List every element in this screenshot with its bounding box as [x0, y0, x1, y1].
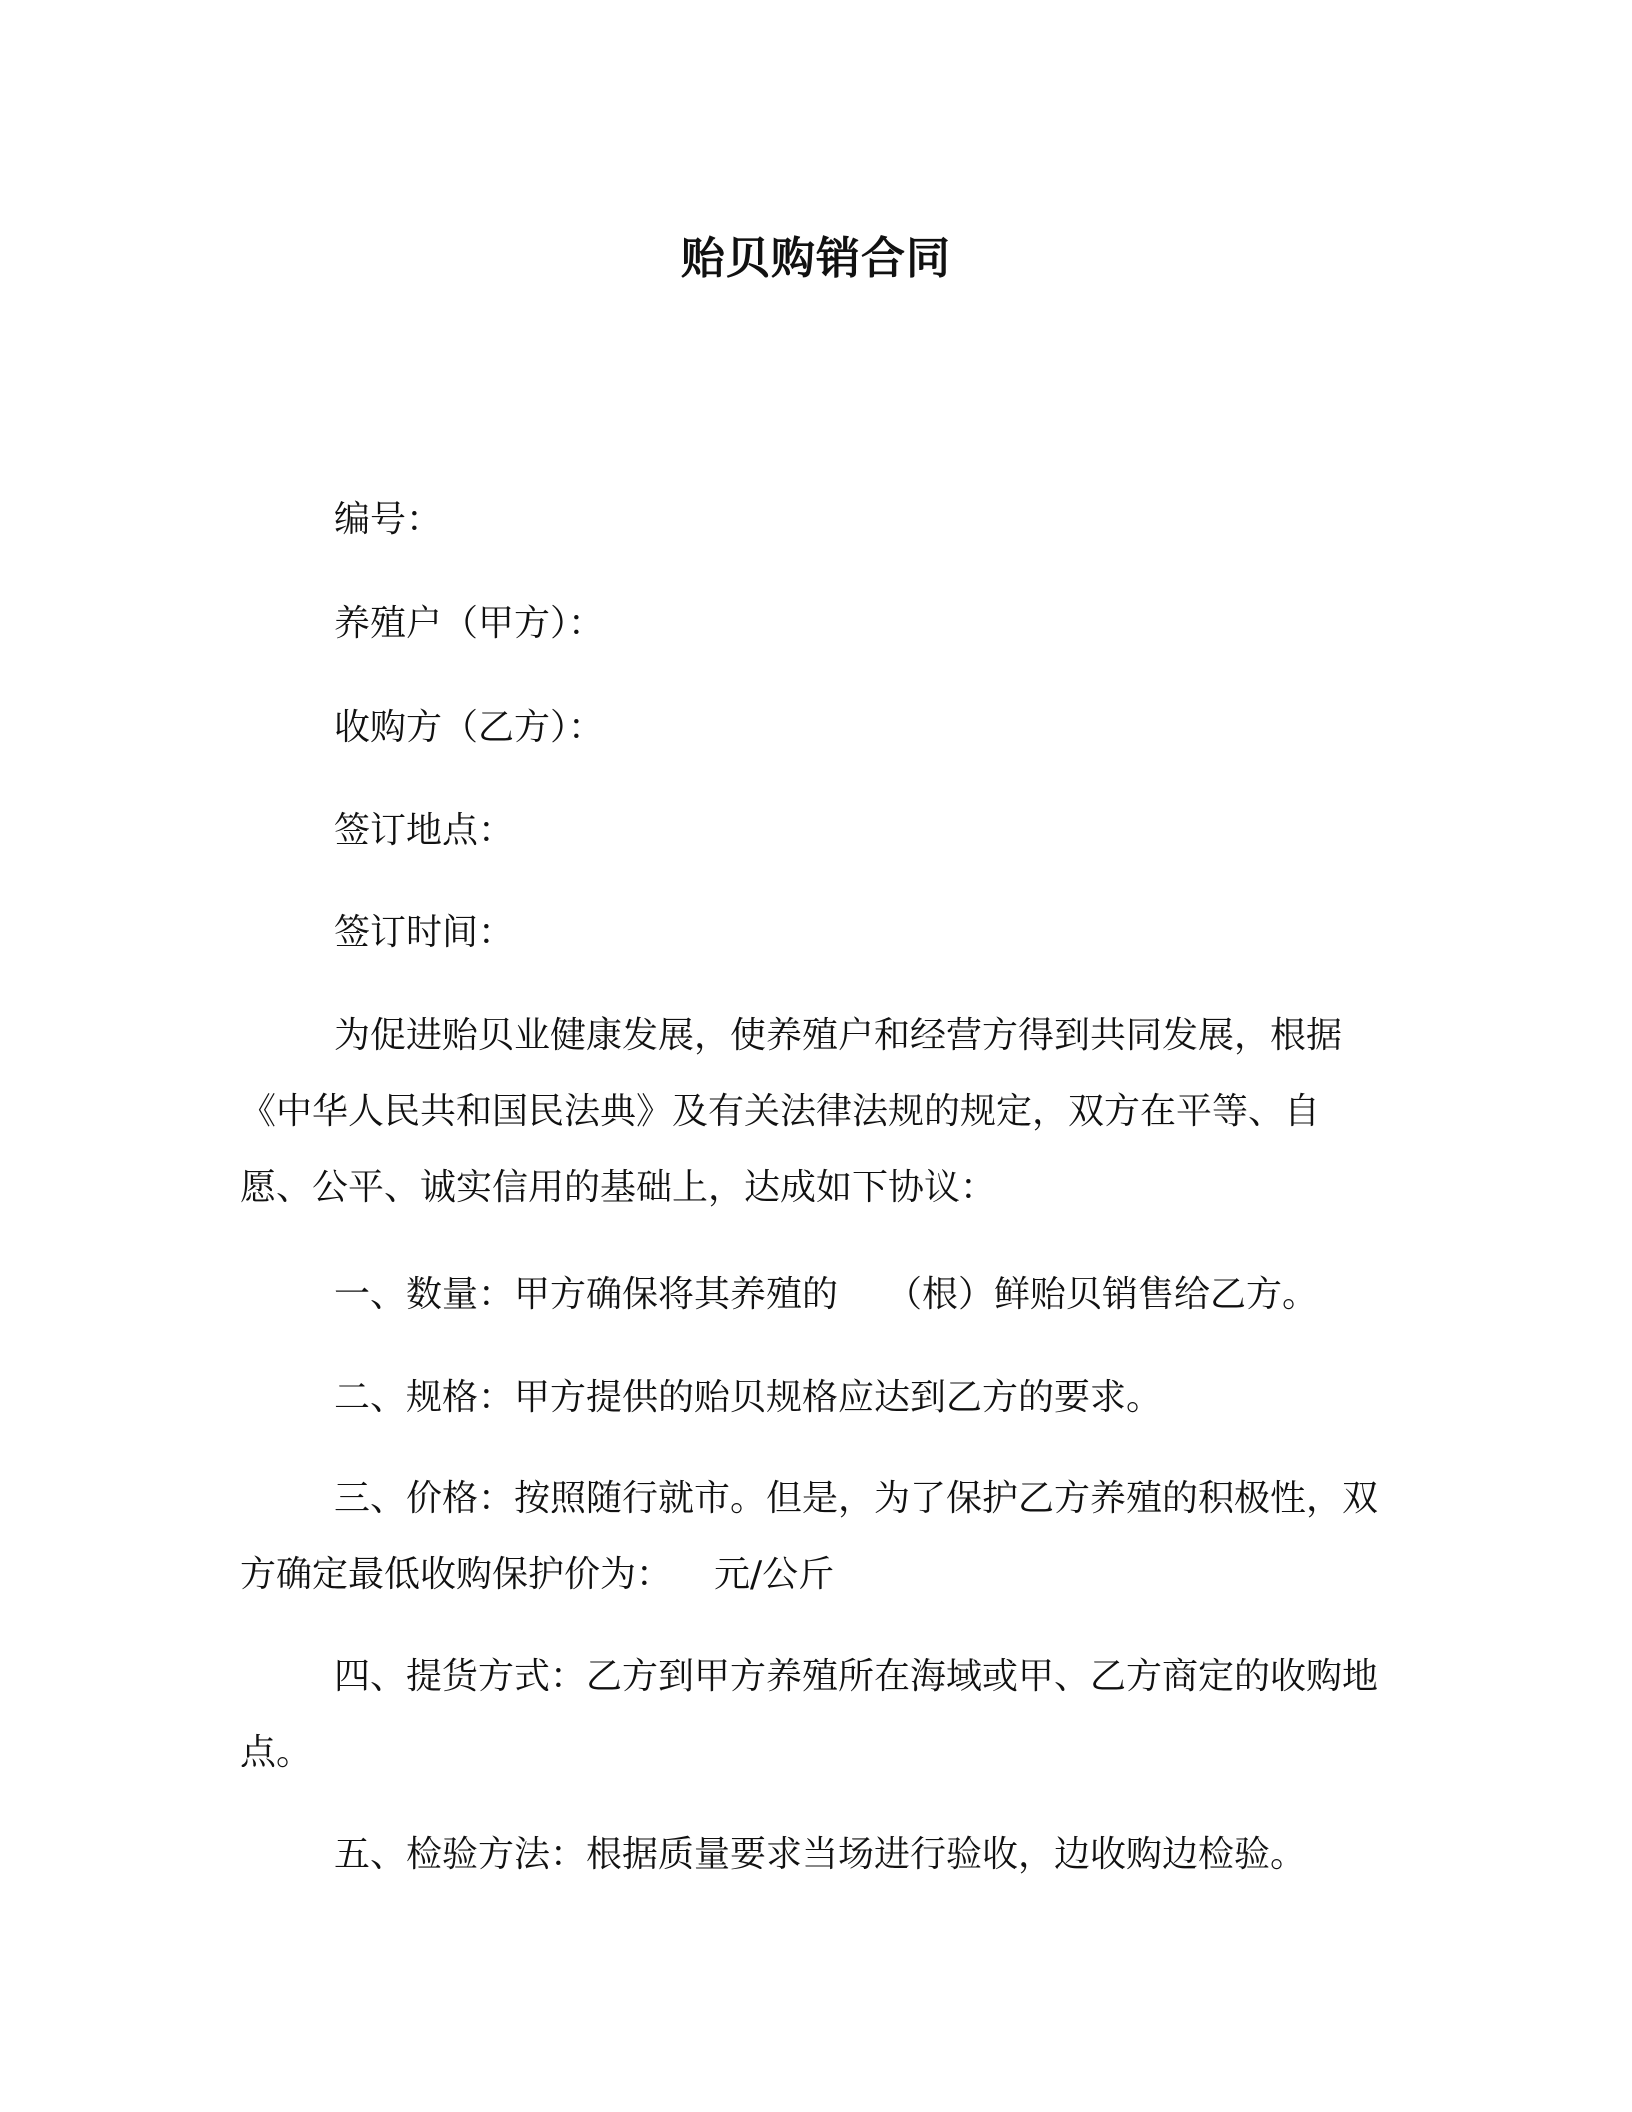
field-sign-time: 签订时间：	[334, 912, 515, 953]
clause-quantity	[240, 1257, 1390, 1333]
field-party-b: 收购方（乙方）：	[334, 707, 605, 748]
document-title: 贻贝购销合同	[681, 233, 951, 284]
clause-quantity-text-before: 一、数量：甲方确保将其养殖的	[334, 1274, 839, 1315]
clause-quantity-text-after: （根）鲜贻贝销售给乙方。	[886, 1274, 1319, 1315]
field-number: 编号：	[334, 499, 443, 540]
preamble-paragraph: 为促进贻贝业健康发展，使养殖户和经营方得到共同发展，根据《中华人民共和国民法典》及有关法律法规的规定，双方在平等、自愿、公平、诚实信用的基础上，达成如下协议：	[240, 1015, 1343, 1208]
clause-price-text-before: 三、价格：按照随行就市。但是，为了保护乙方养殖的积极性，双方确定最低收购保护价为：	[240, 1478, 1379, 1595]
field-sign-place: 签订地点：	[334, 810, 515, 851]
clause-delivery: 四、提货方式：乙方到甲方养殖所在海域或甲、乙方商定的收购地点。	[240, 1656, 1379, 1773]
clause-price	[240, 1461, 1390, 1613]
clause-inspection: 五、检验方法：根据质量要求当场进行验收，边收购边检验。	[334, 1834, 1307, 1875]
clause-price-text-after: 元/公斤	[714, 1554, 835, 1595]
field-party-a: 养殖户（甲方）：	[334, 603, 605, 644]
clause-specification: 二、规格：甲方提供的贻贝规格应达到乙方的要求。	[334, 1377, 1163, 1418]
